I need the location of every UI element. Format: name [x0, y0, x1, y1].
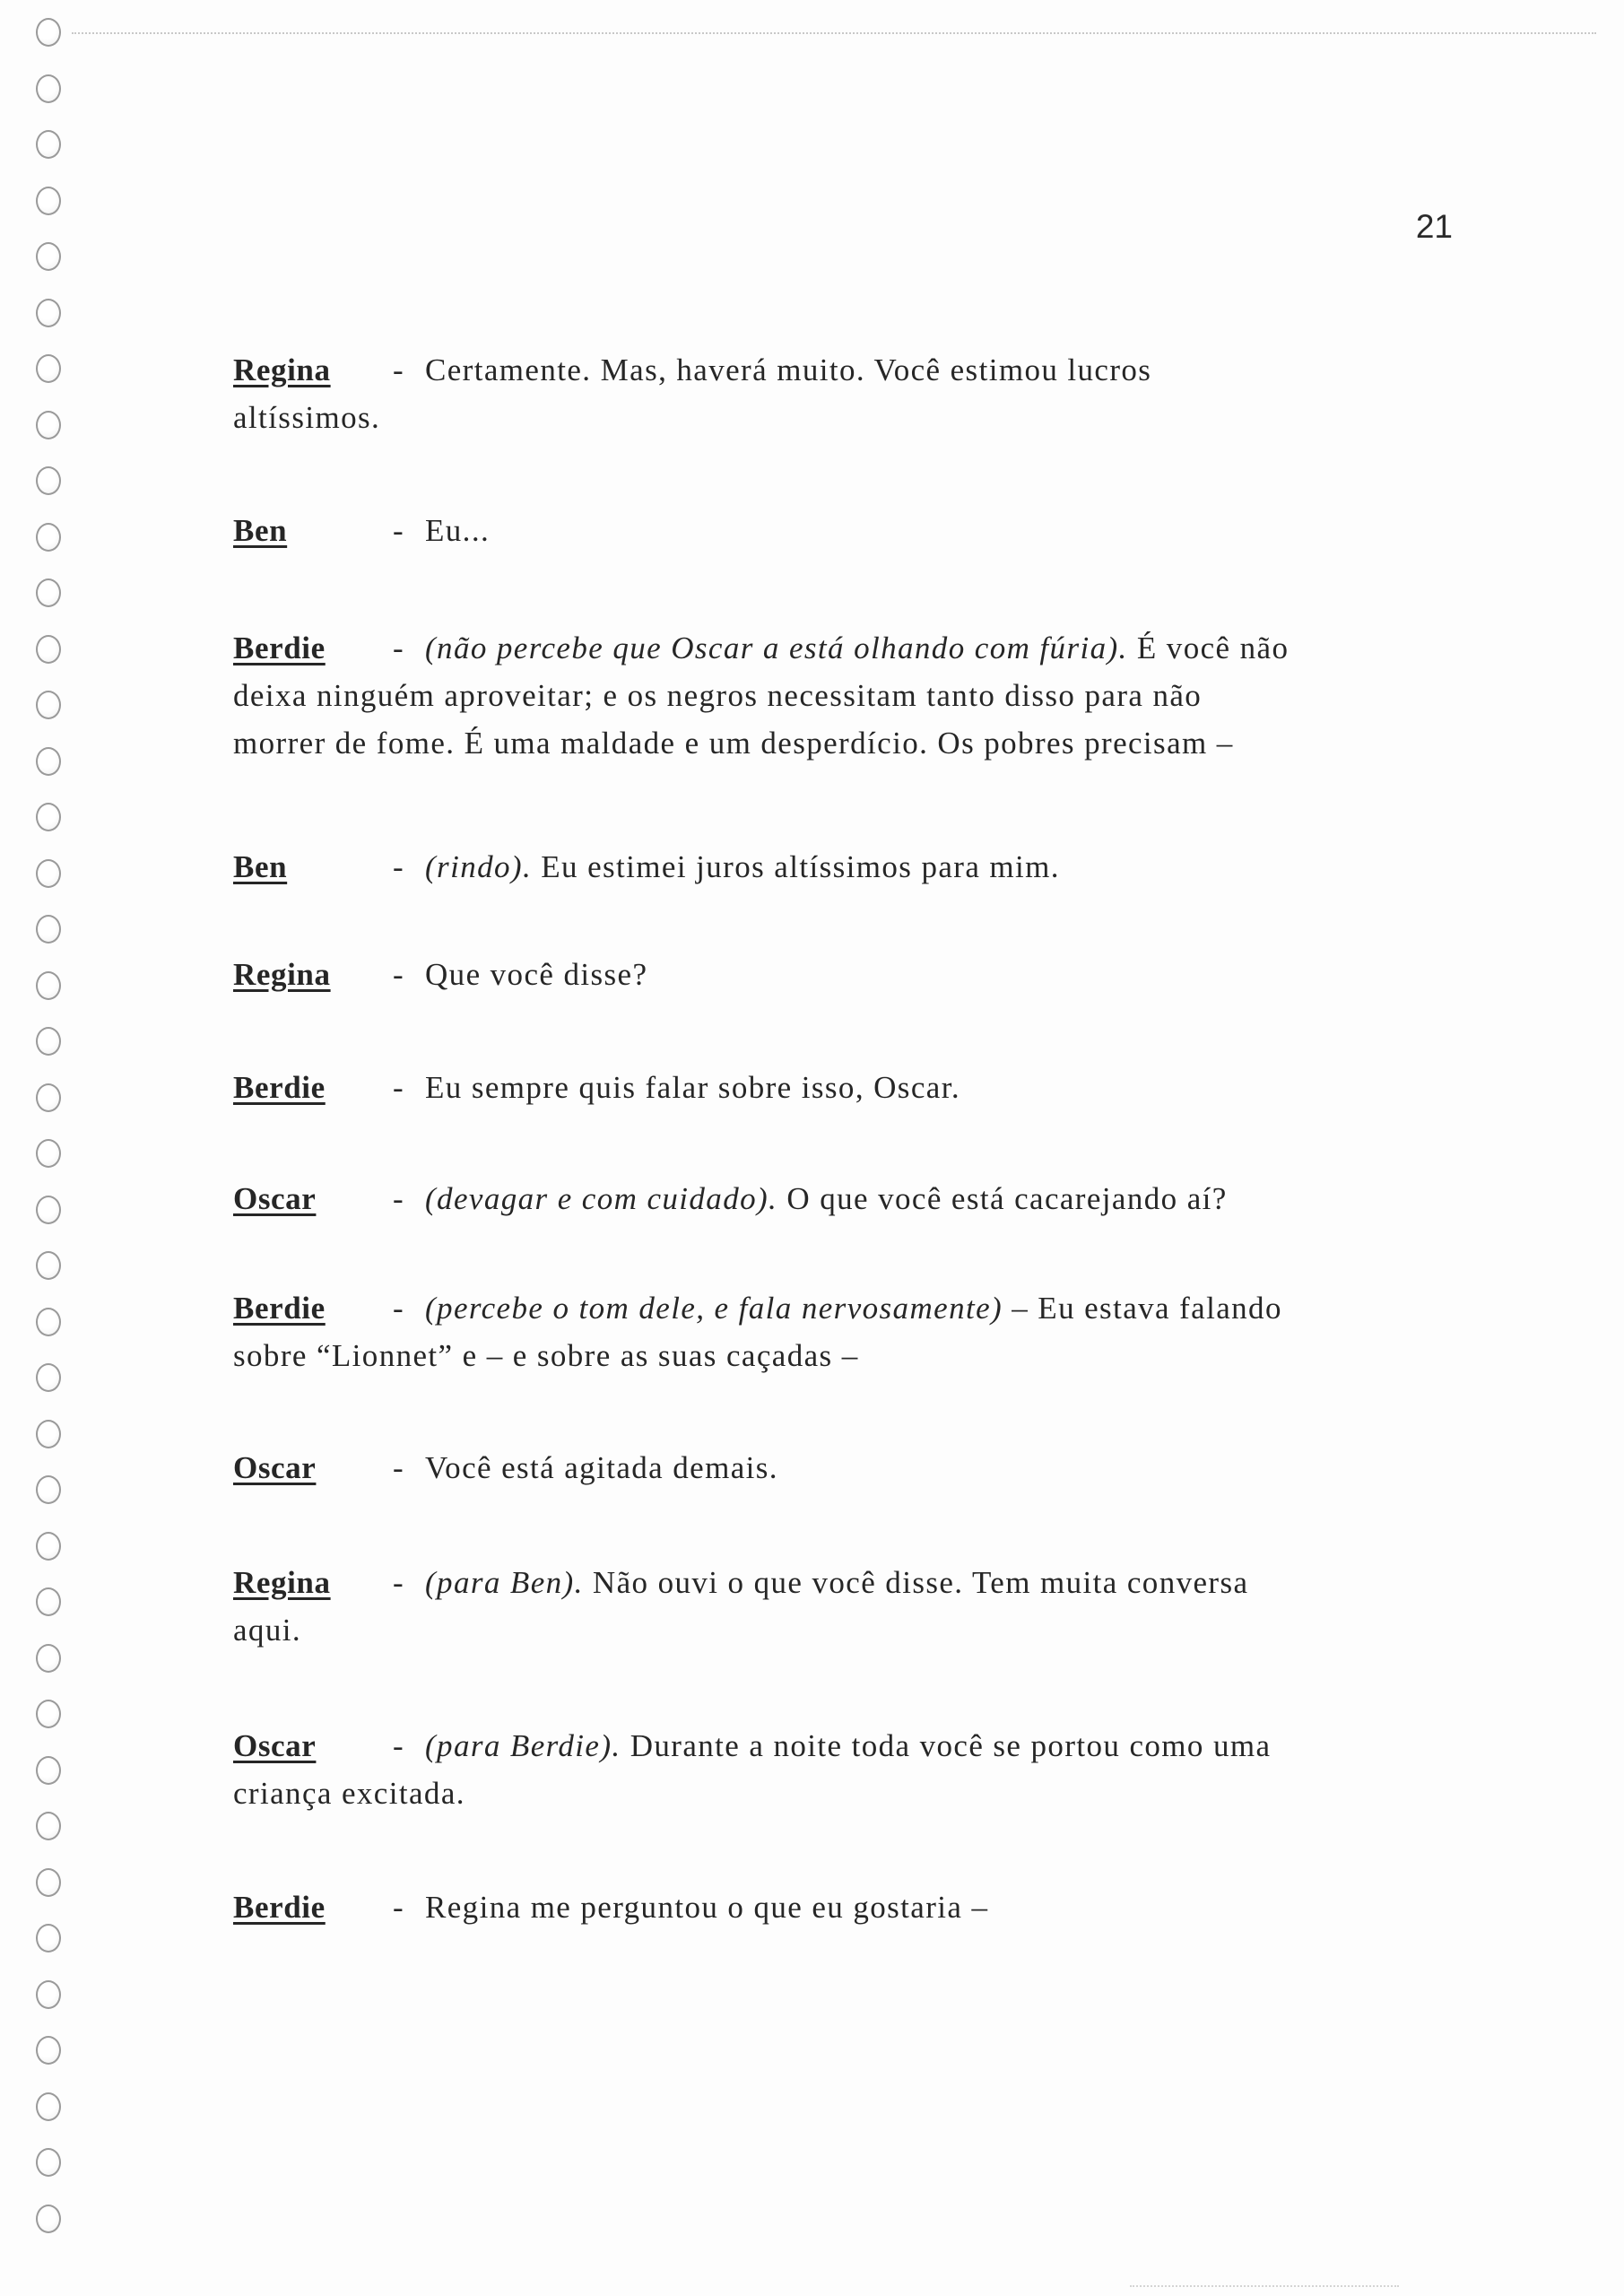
- page-number: 21: [1415, 208, 1453, 245]
- dash: -: [393, 1565, 405, 1600]
- dialogue-text-continued: aqui.: [233, 1613, 302, 1648]
- dash: -: [393, 1181, 405, 1216]
- dialogue-text: Você está agitada demais.: [425, 1450, 778, 1485]
- dialogue-text-continued: deixa ninguém aproveitar; e os negros necessitam tanto disso para não: [233, 678, 1203, 713]
- dialogue-text-continued: altíssimos.: [233, 400, 381, 435]
- speaker-name: Oscar: [233, 1181, 317, 1216]
- dialogue-text: – Eu estava falando: [1012, 1291, 1282, 1326]
- speaker-name: Ben: [233, 513, 288, 548]
- speaker-name: Regina: [233, 352, 331, 387]
- speaker-name: Berdie: [233, 1070, 326, 1105]
- dialogue-entry: [233, 624, 1426, 767]
- binder-hole: [36, 1700, 61, 1728]
- binder-hole: [36, 1644, 61, 1673]
- binder-hole: [36, 1812, 61, 1840]
- bottom-border-line: [1130, 2285, 1399, 2287]
- binder-hole: [36, 1924, 61, 1952]
- dialogue-entry: [233, 507, 1426, 554]
- dash: -: [393, 513, 405, 548]
- speaker-name: Oscar: [233, 1450, 317, 1485]
- stage-direction: (para Berdie).: [425, 1728, 621, 1763]
- speaker-name: Berdie: [233, 1890, 326, 1925]
- binder-hole: [36, 1756, 61, 1785]
- dash: -: [393, 1728, 405, 1763]
- dash: -: [393, 631, 405, 665]
- stage-direction: (percebe o tom dele, e fala nervosamente): [425, 1291, 1003, 1326]
- binder-hole: [36, 859, 61, 888]
- binder-hole: [36, 411, 61, 439]
- binder-hole: [36, 1475, 61, 1504]
- binder-hole: [36, 18, 61, 47]
- dialogue-text: O que você está cacarejando aí?: [786, 1181, 1228, 1216]
- dash: -: [393, 1291, 405, 1326]
- dialogue-text: Não ouvi o que você disse. Tem muita conversa: [592, 1565, 1249, 1600]
- dialogue-text: É você não: [1136, 631, 1290, 665]
- dialogue-entry: [233, 843, 1426, 891]
- dialogue-text-continued: criança excitada.: [233, 1776, 465, 1811]
- binder-hole: [36, 971, 61, 1000]
- dialogue-text-continued: morrer de fome. É uma maldade e um desperdício. Os pobres precisam –: [233, 726, 1234, 761]
- dash: -: [393, 1070, 405, 1105]
- dialogue-entry: [233, 1175, 1426, 1222]
- binder-hole: [36, 1980, 61, 2009]
- dialogue-text: Que você disse?: [425, 957, 648, 992]
- binder-hole: [36, 578, 61, 607]
- binder-hole: [36, 691, 61, 719]
- dialogue-entry: [233, 1064, 1426, 1111]
- binder-hole: [36, 1251, 61, 1280]
- dialogue-text-continued: sobre “Lionnet” e – e sobre as suas caçadas –: [233, 1338, 859, 1373]
- binder-hole: [36, 130, 61, 159]
- speaker-name: Regina: [233, 1565, 331, 1600]
- binder-hole: [36, 466, 61, 495]
- binder-hole: [36, 2148, 61, 2177]
- speaker-name: Ben: [233, 849, 288, 884]
- speaker-name: Berdie: [233, 631, 326, 665]
- dialogue-entry: [233, 1883, 1426, 1931]
- speaker-name: Berdie: [233, 1291, 326, 1326]
- dialogue-text: Eu estimei juros altíssimos para mim.: [541, 849, 1060, 884]
- binder-hole: [36, 1139, 61, 1168]
- dash: -: [393, 352, 405, 387]
- stage-direction: (para Ben).: [425, 1565, 584, 1600]
- binder-hole: [36, 299, 61, 327]
- binder-hole: [36, 2092, 61, 2121]
- dash: -: [393, 957, 405, 992]
- dialogue-text: Durante a noite toda você se portou como uma: [630, 1728, 1272, 1763]
- dialogue-text: Eu sempre quis falar sobre isso, Oscar.: [425, 1070, 960, 1105]
- dialogue-entry: [233, 951, 1426, 998]
- binder-hole: [36, 1308, 61, 1336]
- binder-hole: [36, 915, 61, 944]
- stage-direction: (não percebe que Oscar a está olhando com fúria).: [425, 631, 1128, 665]
- binder-hole: [36, 1196, 61, 1224]
- dialogue-text: Certamente. Mas, haverá muito. Você estimou lucros: [425, 352, 1152, 387]
- binder-hole: [36, 1532, 61, 1561]
- binder-hole: [36, 747, 61, 776]
- stage-direction: (devagar e com cuidado).: [425, 1181, 778, 1216]
- binder-hole: [36, 2205, 61, 2233]
- binder-hole: [36, 242, 61, 271]
- dialogue-text: Eu...: [425, 513, 491, 548]
- top-border-line: [72, 32, 1596, 34]
- binder-hole: [36, 803, 61, 831]
- binder-hole: [36, 635, 61, 664]
- dash: -: [393, 1450, 405, 1485]
- binder-hole: [36, 187, 61, 215]
- dialogue-entry: [233, 346, 1426, 441]
- binder-hole: [36, 1027, 61, 1056]
- binder-hole: [36, 354, 61, 383]
- binder-hole: [36, 1587, 61, 1616]
- dialogue-entry: [233, 1559, 1426, 1654]
- binder-hole: [36, 2036, 61, 2065]
- binder-hole: [36, 523, 61, 552]
- stage-direction: (rindo).: [425, 849, 533, 884]
- dash: -: [393, 849, 405, 884]
- binder-hole: [36, 1363, 61, 1392]
- dialogue-entry: [233, 1722, 1426, 1817]
- speaker-name: Regina: [233, 957, 331, 992]
- dash: -: [393, 1890, 405, 1925]
- binder-holes: [30, 18, 84, 2296]
- binder-hole: [36, 1868, 61, 1897]
- binder-hole: [36, 1420, 61, 1448]
- speaker-name: Oscar: [233, 1728, 317, 1763]
- binder-hole: [36, 1083, 61, 1112]
- dialogue-entry: [233, 1284, 1426, 1379]
- binder-hole: [36, 74, 61, 103]
- dialogue-text: Regina me perguntou o que eu gostaria –: [425, 1890, 989, 1925]
- dialogue-entry: [233, 1444, 1426, 1492]
